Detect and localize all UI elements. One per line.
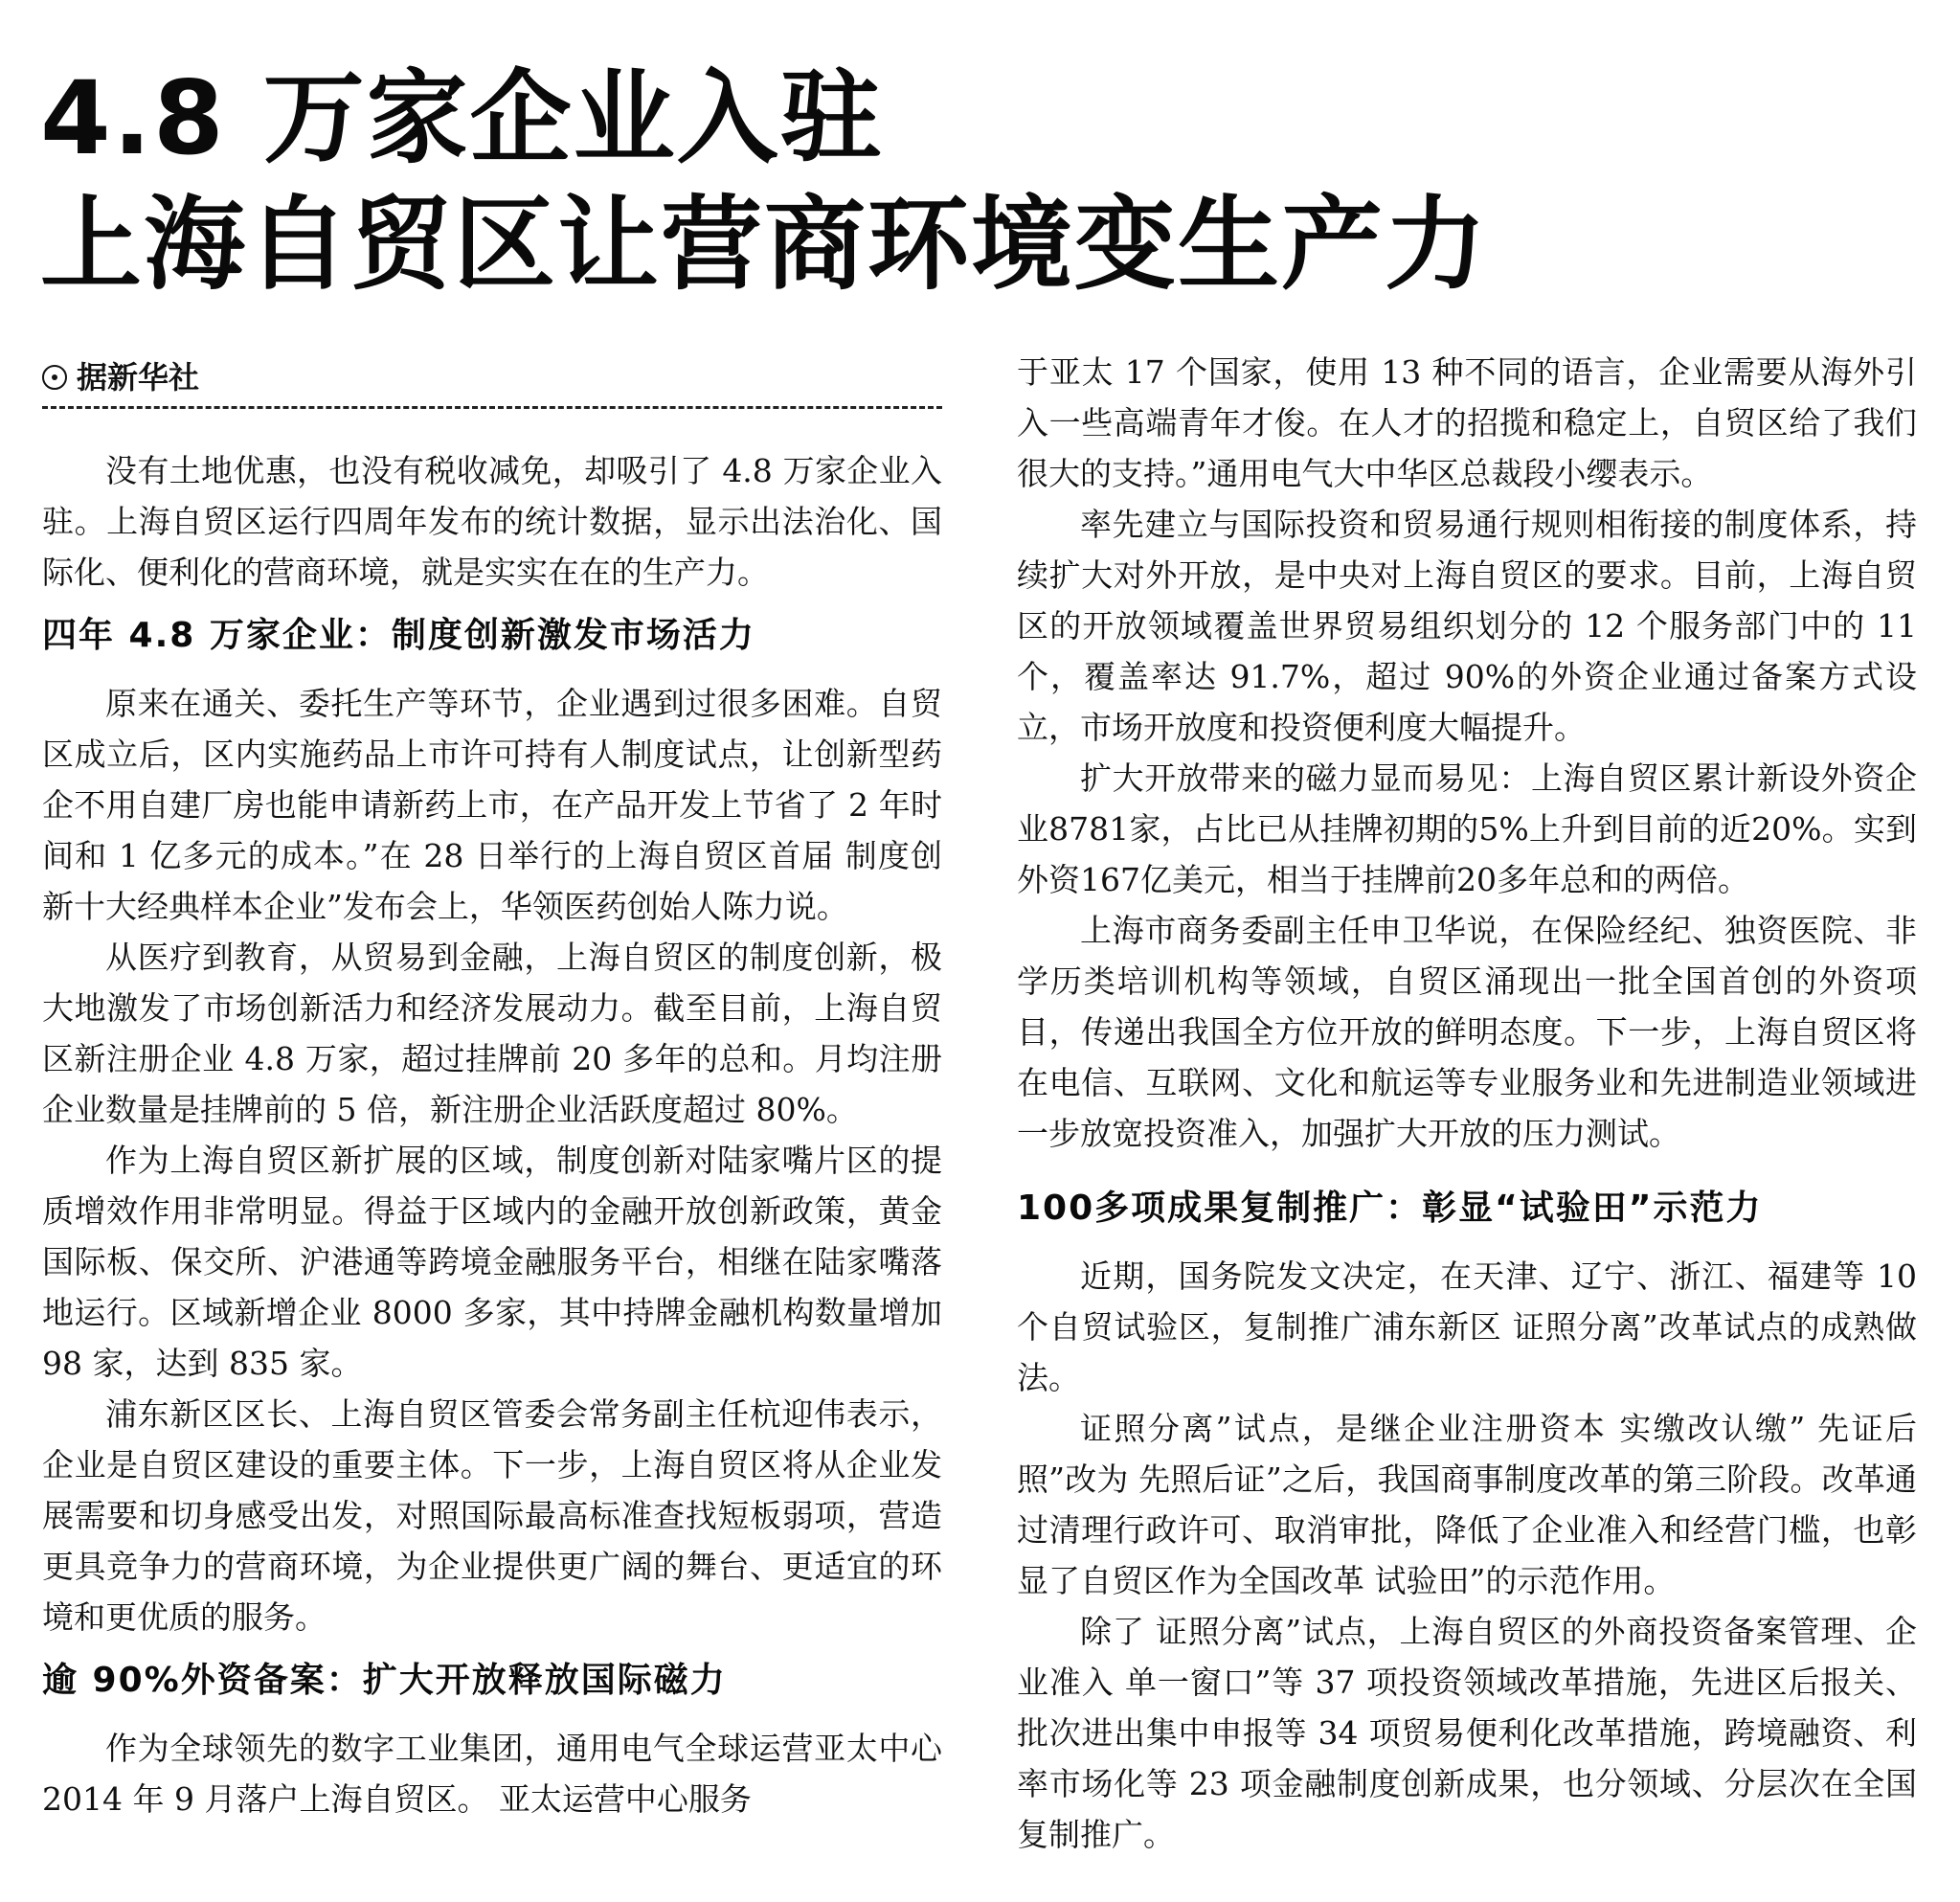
paragraph: 除了 证照分离”试点，上海自贸区的外商投资备案管理、企业准入 单一窗口”等 37 项投资领域改革措施，先进区后报关、批次进出集中申报等 34 项贸易便利化改革措施，跨境融资、利率市场化等 23 项金融制度创新成果，也分领域、分层次在全国复制推广。 [1017, 1613, 1917, 1853]
right-column [1017, 347, 1917, 1860]
byline-text: 据新华社 [77, 359, 200, 396]
subhead-replication: 100多项成果复制推广：彰显“试验田”示范力 [1017, 1189, 1763, 1228]
headline [40, 56, 1936, 308]
byline [42, 354, 942, 409]
paragraph: 近期，国务院发文决定，在天津、辽宁、浙江、福建等 10 个自贸试验区，复制推广浦东新区 证照分离”改革试点的成熟做法。 [1017, 1257, 1917, 1396]
headline-line-1: 4.8 万家企业入驻 [40, 59, 884, 177]
paragraph: 扩大开放带来的磁力显而易见：上海自贸区累计新设外资企业8781家，占比已从挂牌初期的5%上升到目前的近20%。实到外资167亿美元，相当于挂牌前20多年总和的两倍。 [1017, 759, 1917, 898]
paragraph: 作为上海自贸区新扩展的区域，制度创新对陆家嘴片区的提质增效作用非常明显。得益于区域内的金融开放创新政策，黄金国际板、保交所、沪港通等跨境金融服务平台，相继在陆家嘴落地运行。区域新增企业 8000 多家，其中持牌金融机构数量增加 98 家，达到 835 家。 [42, 1142, 942, 1382]
paragraph: 上海市商务委副主任申卫华说，在保险经纪、独资医院、非学历类培训机构等领域，自贸区涌现出一批全国首创的外资项目，传递出我国全方位开放的鲜明态度。下一步，上海自贸区将在电信、互联网、文化和航运等专业服务业和先进制造业领域进一步放宽投资准入，加强扩大开放的压力测试。 [1017, 912, 1917, 1152]
paragraph: 证照分离”试点，是继企业注册资本 实缴改认缴” 先证后照”改为 先照后证”之后，我国商事制度改革的第三阶段。改革通过清理行政许可、取消审批，降低了企业准入和经营门槛，也彰显了自贸区作为全国改革 试验田”的示范作用。 [1017, 1410, 1917, 1599]
left-column [42, 354, 942, 1824]
paragraph: 从医疗到教育，从贸易到金融，上海自贸区的制度创新，极大地激发了市场创新活力和经济发展动力。截至目前，上海自贸区新注册企业 4.8 万家，超过挂牌前 20 多年的总和。月均注册企业数量是挂牌前的 5 倍，新注册企业活跃度超过 80%。 [42, 939, 942, 1128]
paragraph: 率先建立与国际投资和贸易通行规则相衔接的制度体系，持续扩大对外开放，是中央对上海自贸区的要求。目前，上海自贸区的开放领域覆盖世界贸易组织划分的 12 个服务部门中的 11 个，覆盖率达 91.7%，超过 90%的外资企业通过备案方式设立，市场开放度和投资便利度大幅提升。 [1017, 506, 1917, 746]
intro-paragraph: 没有土地优惠，也没有税收减免，却吸引了 4.8 万家企业入驻。上海自贸区运行四周年发布的统计数据，显示出法治化、国际化、便利化的营商环境，就是实实在在的生产力。 [42, 452, 942, 591]
paragraph-continued: 于亚太 17 个国家，使用 13 种不同的语言，企业需要从海外引入一些高端青年才俊。在人才的招揽和稳定上，自贸区给了我们很大的支持。”通用电气大中华区总裁段小缨表示。 [1017, 353, 1917, 492]
subhead-institutional-innovation: 四年 4.8 万家企业：制度创新激发市场活力 [42, 616, 755, 655]
paragraph: 作为全球领先的数字工业集团，通用电气全球运营亚太中心 2014 年 9 月落户上海自贸区。 亚太运营中心服务 [42, 1730, 942, 1818]
headline-line-2: 上海自贸区让营商环境变生产力 [40, 186, 1488, 304]
subhead-foreign-investment: 逾 90%外资备案：扩大开放释放国际磁力 [42, 1661, 727, 1700]
paragraph: 浦东新区区长、上海自贸区管委会常务副主任杭迎伟表示，企业是自贸区建设的重要主体。下一步，上海自贸区将从企业发展需要和切身感受出发，对照国际最高标准查找短板弱项，营造更具竞争力的营商环境，为企业提供更广阔的舞台、更适宜的环境和更优质的服务。 [42, 1395, 942, 1636]
source-marker-icon [42, 365, 67, 390]
paragraph: 原来在通关、委托生产等环节，企业遇到过很多困难。自贸区成立后，区内实施药品上市许可持有人制度试点，让创新型药企不用自建厂房也能申请新药上市，在产品开发上节省了 2 年时间和 1 亿多元的成本。”在 28 日举行的上海自贸区首届 制度创新十大经典样本企业”发布会上，华领医药创始人陈力说。 [42, 685, 942, 925]
